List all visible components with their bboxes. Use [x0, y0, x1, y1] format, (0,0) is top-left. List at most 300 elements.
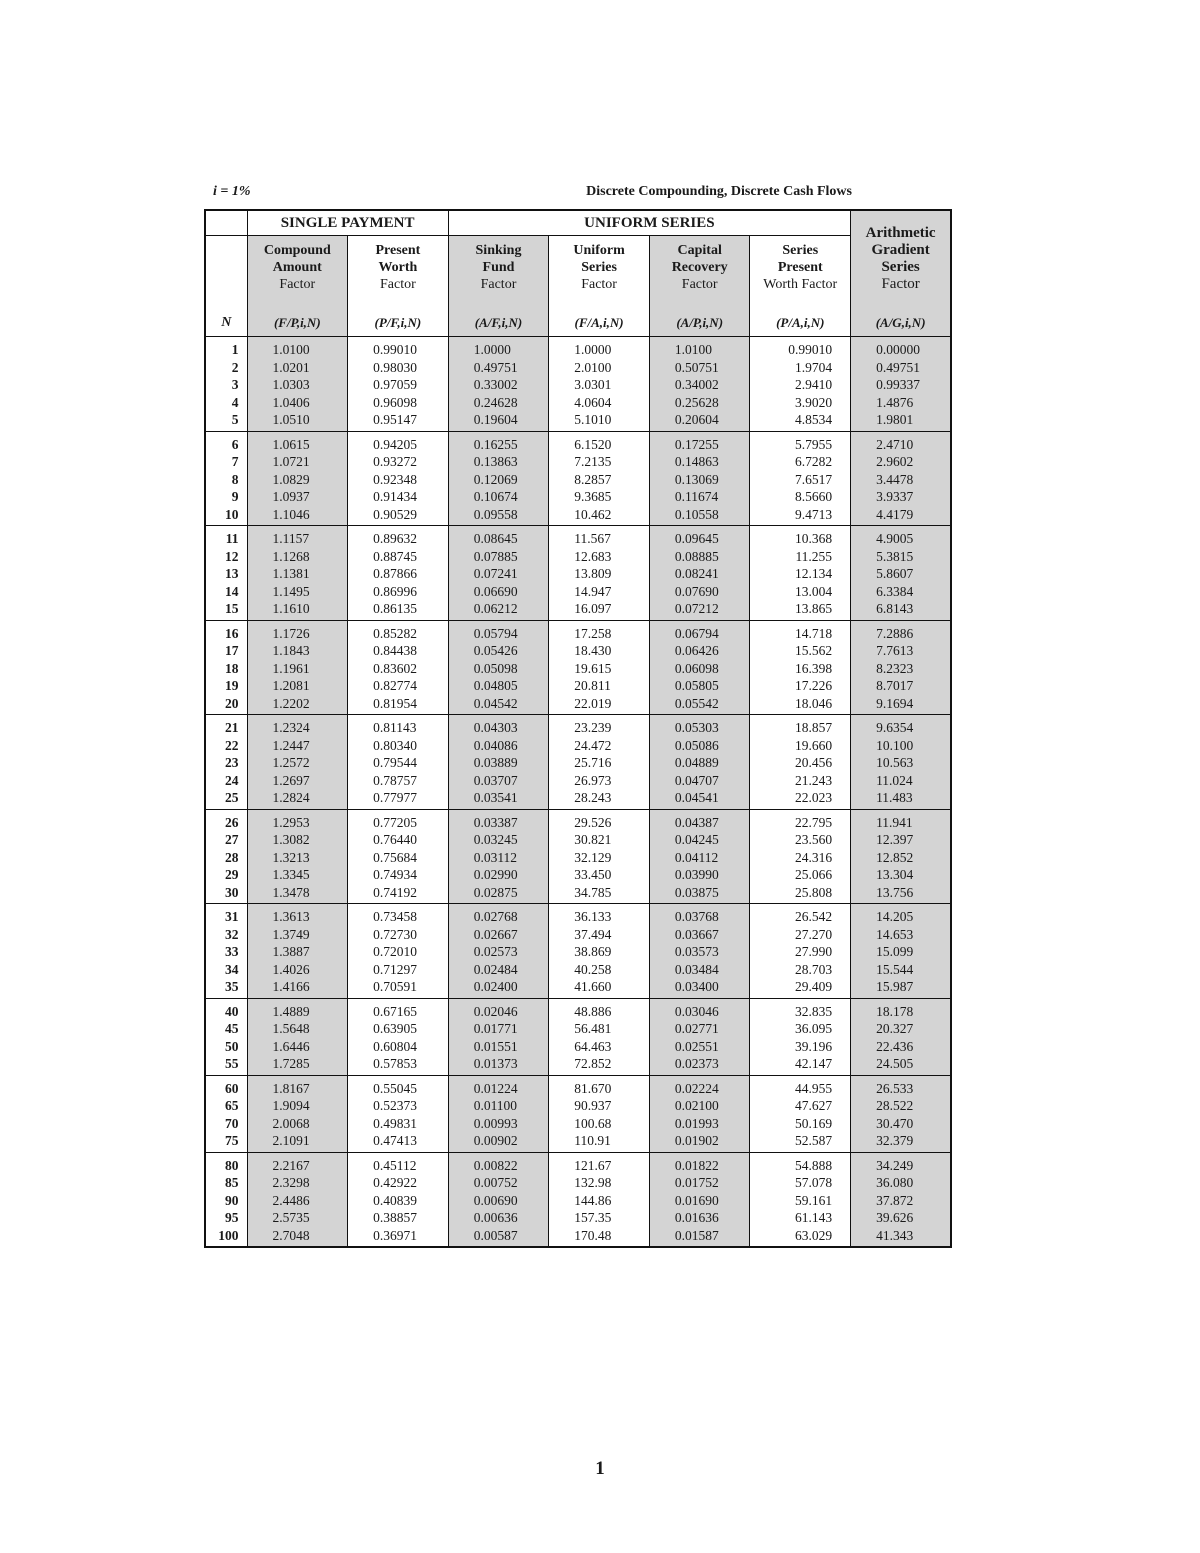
table-row [205, 488, 951, 506]
factor-cell [348, 1174, 449, 1192]
factor-cell [649, 677, 750, 695]
factor-value: 14.653 [876, 926, 914, 942]
factor-cell [247, 943, 348, 961]
factor-cell [549, 337, 650, 359]
factor-value: 0.93272 [373, 454, 417, 469]
factor-cell [649, 471, 750, 489]
period-cell: 60 [205, 1075, 247, 1097]
factor-value: 0.02768 [473, 909, 518, 924]
factor-value: 9.1694 [876, 695, 914, 711]
period-cell: 8 [205, 471, 247, 489]
factor-value: 0.03400 [674, 979, 719, 994]
factor-cell [348, 394, 449, 412]
factor-value: 28.522 [876, 1098, 914, 1113]
factor-cell [448, 884, 549, 904]
factor-value: 2.5735 [272, 1210, 310, 1225]
factor-cell [649, 565, 750, 583]
factor-value: 33.450 [574, 867, 612, 882]
factor-value: 1.1961 [272, 660, 310, 676]
factor-cell [348, 849, 449, 867]
factor-value: 13.756 [876, 884, 914, 900]
period-cell: 30 [205, 884, 247, 904]
factor-value: 0.02551 [674, 1038, 719, 1054]
group-uniform-series: UNIFORM SERIES [448, 210, 850, 236]
factor-cell [649, 600, 750, 620]
factor-cell [851, 943, 952, 961]
period-cell: 65 [205, 1097, 247, 1115]
factor-cell [448, 431, 549, 453]
factor-value: 0.06098 [674, 660, 719, 676]
factor-value: 0.16255 [473, 436, 518, 452]
factor-cell [851, 548, 952, 566]
factor-cell [750, 506, 851, 526]
factor-value: 1.3887 [272, 944, 310, 959]
factor-cell [851, 789, 952, 809]
period-cell: 11 [205, 526, 247, 548]
factor-cell [448, 849, 549, 867]
table-row [205, 471, 951, 489]
factor-value: 19.660 [794, 737, 833, 753]
factor-value: 0.52373 [373, 1098, 417, 1113]
factor-value: 0.00636 [473, 1210, 518, 1225]
factor-value: 9.4713 [794, 506, 833, 522]
factor-value: 0.04707 [674, 772, 719, 788]
factor-value: 0.60804 [373, 1038, 417, 1054]
factor-cell [851, 453, 952, 471]
table-row [205, 1152, 951, 1174]
table-row [205, 754, 951, 772]
factor-value: 0.03573 [674, 944, 719, 959]
column-label: Fund [482, 260, 515, 275]
factor-value: 0.05303 [674, 720, 719, 735]
factor-value: 0.02771 [674, 1021, 719, 1036]
column-label: Present [777, 260, 823, 275]
factor-cell [549, 904, 650, 926]
table-row [205, 849, 951, 867]
factor-cell [750, 831, 851, 849]
factor-value: 12.852 [876, 849, 914, 865]
factor-cell [851, 849, 952, 867]
factor-cell [750, 1152, 851, 1174]
factor-value: 3.0301 [574, 377, 612, 392]
factor-cell [247, 1115, 348, 1133]
factor-cell [851, 831, 952, 849]
period-cell: 80 [205, 1152, 247, 1174]
factor-cell [750, 565, 851, 583]
factor-cell [247, 998, 348, 1020]
period-cell: 22 [205, 737, 247, 755]
factor-value: 16.097 [574, 601, 612, 616]
factor-cell [348, 737, 449, 755]
factor-cell [348, 488, 449, 506]
factor-value: 0.70591 [373, 979, 417, 994]
factor-cell [448, 660, 549, 678]
interest-factor-table-wrapper [204, 209, 950, 1248]
factor-cell [750, 961, 851, 979]
factor-value: 0.03245 [473, 832, 518, 847]
factor-value: 12.397 [876, 832, 914, 847]
factor-value: 15.562 [794, 643, 833, 658]
factor-cell [851, 998, 952, 1020]
factor-value: 0.89632 [373, 531, 417, 546]
factor-cell [750, 453, 851, 471]
factor-value: 0.08645 [473, 531, 518, 546]
factor-value: 1.0303 [272, 377, 310, 392]
table-row [205, 1192, 951, 1210]
factor-cell [750, 884, 851, 904]
factor-cell [348, 1075, 449, 1097]
period-cell: 70 [205, 1115, 247, 1133]
factor-cell [851, 394, 952, 412]
factor-value: 0.03541 [473, 790, 518, 805]
factor-cell [348, 471, 449, 489]
factor-value: 5.7955 [794, 436, 833, 452]
factor-cell [649, 772, 750, 790]
factor-cell [649, 1227, 750, 1248]
factor-cell [549, 1055, 650, 1075]
factor-cell [649, 526, 750, 548]
factor-cell [851, 583, 952, 601]
factor-cell [549, 884, 650, 904]
notation-cell: (A/G,i,N) [851, 308, 952, 337]
factor-cell [348, 583, 449, 601]
factor-value: 1.9094 [272, 1098, 310, 1113]
period-cell: 75 [205, 1132, 247, 1152]
factor-value: 0.01636 [674, 1210, 719, 1225]
factor-cell [448, 565, 549, 583]
period-cell: 15 [205, 600, 247, 620]
factor-value: 0.00822 [473, 1157, 518, 1173]
corner-cell [205, 210, 247, 236]
factor-value: 0.09645 [674, 531, 719, 546]
notation-cell: (A/F,i,N) [448, 308, 549, 337]
factor-cell [448, 1055, 549, 1075]
column-label: Factor [881, 276, 920, 292]
factor-cell [549, 737, 650, 755]
factor-value: 27.270 [794, 926, 833, 942]
factor-cell [348, 809, 449, 831]
factor-cell [750, 677, 851, 695]
column-label: Uniform [573, 243, 625, 258]
factor-cell [649, 642, 750, 660]
factor-cell [851, 506, 952, 526]
factor-value: 2.1091 [272, 1133, 310, 1148]
factor-value: 10.563 [876, 755, 914, 770]
column-label: Series [581, 260, 617, 275]
factor-value: 1.4876 [876, 394, 914, 410]
column-label: Factor [480, 277, 517, 292]
factor-value: 0.97059 [373, 377, 417, 392]
factor-cell [549, 506, 650, 526]
factor-cell [549, 411, 650, 431]
factor-value: 59.161 [794, 1192, 833, 1208]
factor-value: 0.40839 [373, 1192, 417, 1208]
factor-value: 0.03889 [473, 755, 518, 770]
factor-cell [247, 600, 348, 620]
factor-value: 1.1843 [272, 643, 310, 658]
factor-value: 0.17255 [674, 436, 719, 452]
factor-cell [750, 1132, 851, 1152]
period-cell: 21 [205, 715, 247, 737]
factor-value: 44.955 [794, 1080, 833, 1096]
factor-value: 0.02875 [473, 884, 518, 900]
factor-cell [549, 453, 650, 471]
factor-cell [750, 943, 851, 961]
table-row [205, 620, 951, 642]
factor-value: 11.941 [876, 814, 913, 830]
factor-value: 34.249 [876, 1157, 914, 1173]
factor-cell [851, 1132, 952, 1152]
factor-value: 110.91 [574, 1133, 611, 1148]
factor-value: 0.19604 [473, 412, 518, 427]
factor-cell [649, 431, 750, 453]
factor-value: 0.00690 [473, 1192, 518, 1208]
factor-value: 0.85282 [373, 625, 417, 641]
factor-cell [448, 754, 549, 772]
factor-value: 0.04889 [674, 755, 719, 770]
factor-cell [851, 677, 952, 695]
factor-value: 5.8607 [876, 566, 914, 581]
period-cell: 7 [205, 453, 247, 471]
factor-value: 15.099 [876, 944, 914, 959]
table-row [205, 506, 951, 526]
factor-cell [549, 754, 650, 772]
factor-cell [448, 1152, 549, 1174]
period-cell: 6 [205, 431, 247, 453]
factor-cell [247, 1174, 348, 1192]
factor-value: 27.990 [794, 944, 833, 959]
factor-value: 1.5648 [272, 1021, 310, 1036]
factor-cell [348, 1192, 449, 1210]
factor-value: 0.01822 [674, 1157, 719, 1173]
factor-cell [549, 565, 650, 583]
factor-value: 7.7613 [876, 643, 914, 658]
factor-value: 29.526 [574, 814, 612, 830]
factor-value: 0.63905 [373, 1021, 417, 1036]
factor-value: 1.3082 [272, 832, 310, 847]
row-block [205, 1075, 951, 1152]
period-cell: 32 [205, 926, 247, 944]
period-cell: 17 [205, 642, 247, 660]
table-row [205, 831, 951, 849]
factor-cell [750, 660, 851, 678]
factor-value: 0.01752 [674, 1175, 719, 1190]
table-row [205, 565, 951, 583]
factor-cell [247, 677, 348, 695]
factor-cell [247, 506, 348, 526]
factor-value: 63.029 [794, 1227, 833, 1243]
factor-value: 0.02667 [473, 926, 518, 942]
factor-cell [750, 1075, 851, 1097]
factor-value: 3.9337 [876, 489, 914, 504]
table-row [205, 1020, 951, 1038]
factor-value: 1.1495 [272, 583, 310, 599]
factor-value: 1.3213 [272, 849, 310, 865]
factor-value: 2.4486 [272, 1192, 310, 1208]
factor-value: 37.872 [876, 1192, 914, 1208]
factor-cell [851, 431, 952, 453]
factor-cell [750, 1115, 851, 1133]
factor-cell [649, 737, 750, 755]
table-row [205, 376, 951, 394]
factor-cell [448, 394, 549, 412]
factor-cell [549, 359, 650, 377]
factor-value: 1.1381 [272, 566, 310, 581]
period-cell: 9 [205, 488, 247, 506]
factor-cell [750, 431, 851, 453]
table-row [205, 453, 951, 471]
factor-cell [851, 1174, 952, 1192]
factor-cell [750, 1038, 851, 1056]
factor-cell [247, 620, 348, 642]
factor-cell [247, 431, 348, 453]
table-row [205, 943, 951, 961]
factor-cell [348, 620, 449, 642]
row-block [205, 620, 951, 715]
table-row [205, 642, 951, 660]
factor-cell [750, 620, 851, 642]
factor-value: 32.835 [794, 1003, 833, 1019]
factor-cell [448, 1115, 549, 1133]
factor-cell [851, 1209, 952, 1227]
column-label: Worth [378, 260, 418, 275]
factor-cell [649, 506, 750, 526]
factor-value: 25.808 [794, 884, 833, 900]
factor-cell [649, 359, 750, 377]
factor-value: 121.67 [574, 1157, 612, 1173]
factor-cell [649, 583, 750, 601]
column-label: Gradient [871, 242, 930, 258]
factor-cell [448, 772, 549, 790]
factor-cell [750, 998, 851, 1020]
factor-cell [247, 1152, 348, 1174]
factor-value: 1.4026 [272, 961, 310, 977]
factor-cell [448, 1209, 549, 1227]
factor-value: 11.255 [795, 548, 833, 564]
factor-value: 0.01100 [473, 1098, 518, 1113]
factor-value: 34.785 [574, 884, 612, 900]
table-row [205, 359, 951, 377]
factor-value: 32.379 [876, 1133, 914, 1148]
factor-value: 0.01587 [674, 1227, 719, 1243]
factor-cell [247, 849, 348, 867]
factor-value: 2.0068 [272, 1115, 310, 1131]
factor-cell [549, 660, 650, 678]
factor-cell [549, 831, 650, 849]
factor-cell [549, 488, 650, 506]
factor-cell [549, 394, 650, 412]
factor-cell [851, 1097, 952, 1115]
factor-cell [851, 1152, 952, 1174]
factor-cell [448, 642, 549, 660]
factor-cell [348, 943, 449, 961]
factor-value: 1.1268 [272, 548, 310, 564]
factor-cell [348, 1038, 449, 1056]
factor-cell [549, 866, 650, 884]
table-row [205, 961, 951, 979]
factor-value: 0.34002 [674, 377, 719, 392]
factor-cell [851, 695, 952, 715]
factor-value: 0.50751 [674, 359, 719, 375]
factor-value: 0.00587 [473, 1227, 518, 1243]
factor-cell [247, 471, 348, 489]
factor-value: 0.49751 [473, 359, 518, 375]
factor-value: 3.9020 [794, 394, 833, 410]
factor-cell [247, 904, 348, 926]
factor-value: 0.02573 [473, 944, 518, 959]
factor-value: 11.567 [574, 531, 611, 546]
factor-cell [448, 376, 549, 394]
factor-cell [649, 1174, 750, 1192]
factor-value: 1.3478 [272, 884, 310, 900]
factor-value: 0.98030 [373, 359, 417, 375]
factor-value: 0.06690 [473, 583, 518, 599]
factor-value: 1.0201 [272, 359, 310, 375]
notation-row [205, 308, 951, 337]
factor-cell [549, 677, 650, 695]
factor-cell [750, 376, 851, 394]
factor-value: 0.36971 [373, 1227, 417, 1243]
factor-cell [649, 1132, 750, 1152]
factor-cell [750, 471, 851, 489]
factor-cell [851, 1075, 952, 1097]
factor-value: 0.03387 [473, 814, 518, 830]
factor-cell [549, 1115, 650, 1133]
factor-value: 12.134 [794, 566, 833, 581]
factor-value: 32.129 [574, 849, 612, 865]
column-label: Factor [279, 277, 316, 292]
factor-value: 24.472 [574, 737, 612, 753]
factor-cell [247, 660, 348, 678]
factor-cell [247, 884, 348, 904]
factor-cell [348, 1132, 449, 1152]
factor-value: 6.1520 [574, 436, 612, 452]
factor-value: 47.627 [794, 1098, 833, 1113]
factor-value: 1.1610 [272, 601, 310, 616]
factor-value: 24.316 [794, 849, 833, 865]
factor-cell [649, 548, 750, 566]
factor-value: 20.456 [794, 755, 833, 770]
factor-value: 0.10558 [674, 506, 719, 522]
factor-value: 0.95147 [373, 412, 417, 427]
factor-value: 4.8534 [794, 412, 833, 427]
factor-cell [851, 866, 952, 884]
factor-value: 0.03484 [674, 961, 719, 977]
factor-value: 21.243 [794, 772, 833, 788]
factor-cell [348, 453, 449, 471]
factor-value: 170.48 [574, 1227, 612, 1243]
factor-cell [851, 376, 952, 394]
table-row [205, 1115, 951, 1133]
factor-cell [549, 1152, 650, 1174]
factor-cell [247, 1209, 348, 1227]
period-cell: 14 [205, 583, 247, 601]
factor-cell [649, 488, 750, 506]
factor-cell [649, 998, 750, 1020]
factor-cell [549, 943, 650, 961]
column-label: Present [375, 243, 421, 258]
factor-value: 0.00993 [473, 1115, 518, 1131]
table-row [205, 866, 951, 884]
factor-cell [750, 1227, 851, 1248]
factor-value: 1.6446 [272, 1038, 310, 1054]
factor-value: 8.2323 [876, 660, 914, 676]
factor-value: 1.7285 [272, 1056, 310, 1071]
column-label: Sinking [475, 243, 522, 258]
factor-cell [448, 526, 549, 548]
factor-cell [448, 1192, 549, 1210]
period-cell: 55 [205, 1055, 247, 1075]
